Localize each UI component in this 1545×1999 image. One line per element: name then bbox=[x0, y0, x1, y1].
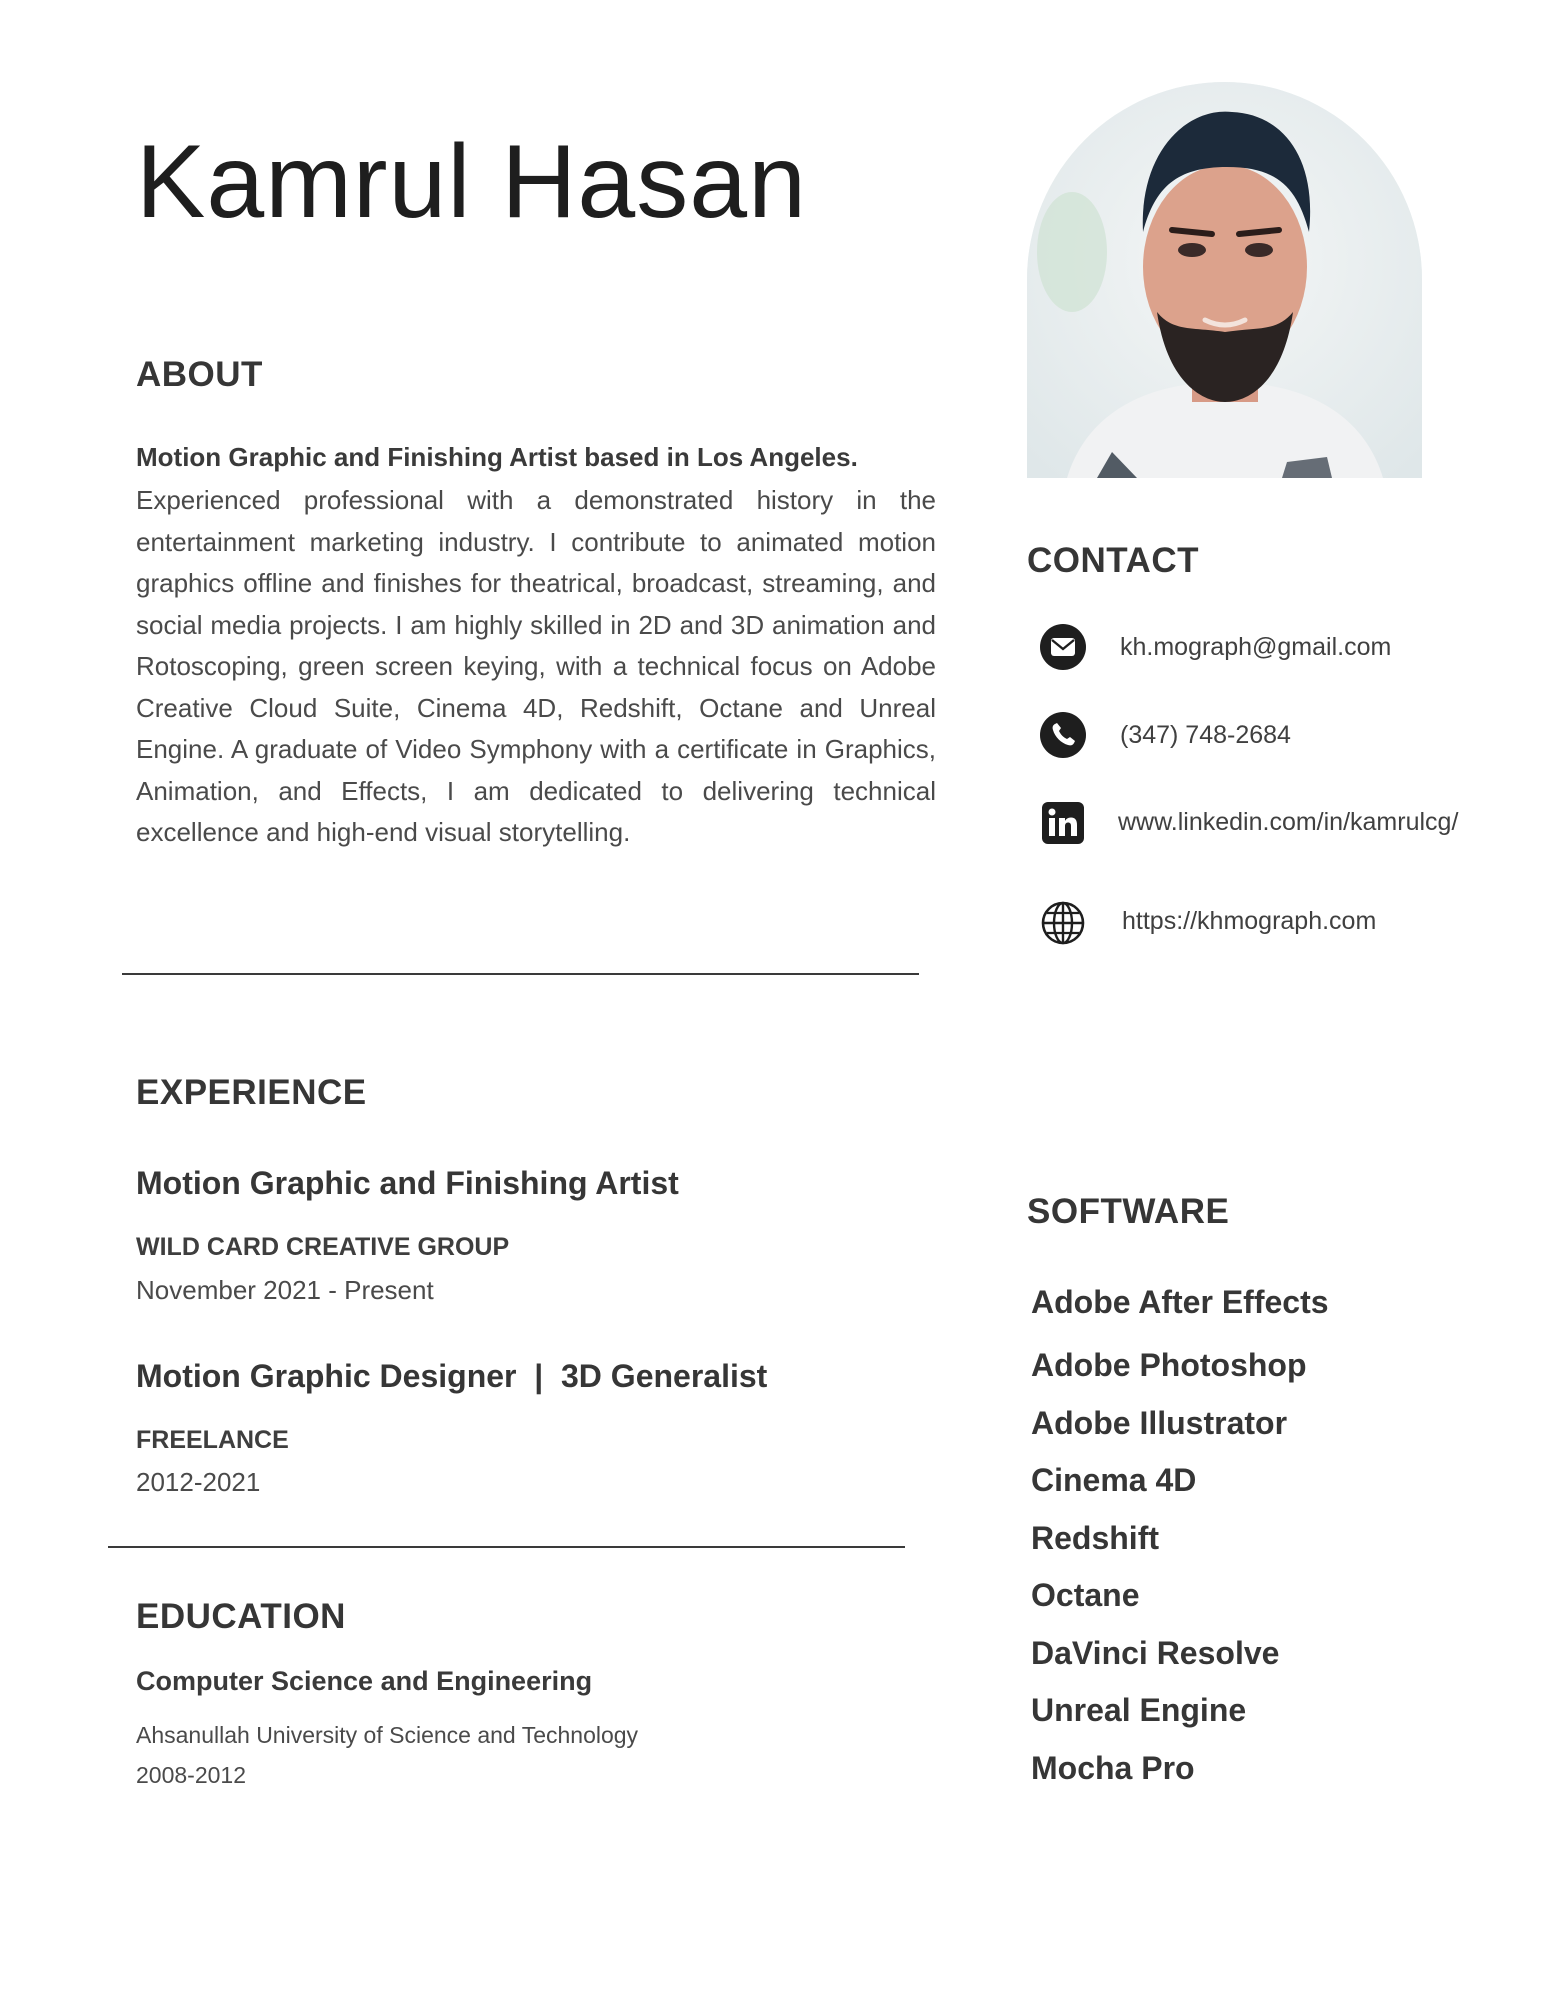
contact-heading: CONTACT bbox=[1027, 541, 1199, 580]
software-list bbox=[1031, 1282, 1329, 1805]
section-divider bbox=[122, 973, 919, 975]
software-item: Octane bbox=[1031, 1577, 1140, 1613]
linkedin-icon bbox=[1040, 800, 1086, 846]
software-item: Unreal Engine bbox=[1031, 1692, 1247, 1728]
about-lead: Motion Graphic and Finishing Artist based in Los Angeles. bbox=[136, 442, 858, 472]
contact-linkedin[interactable]: www.linkedin.com/in/kamrulcg/ bbox=[1118, 808, 1459, 836]
phone-icon bbox=[1040, 712, 1086, 758]
education-heading: EDUCATION bbox=[136, 1597, 346, 1636]
software-heading: SOFTWARE bbox=[1027, 1192, 1230, 1231]
job-company: WILD CARD CREATIVE GROUP bbox=[136, 1233, 510, 1261]
education-years: 2008-2012 bbox=[136, 1762, 246, 1788]
email-icon bbox=[1040, 624, 1086, 670]
about-heading: ABOUT bbox=[136, 355, 263, 394]
globe-icon bbox=[1040, 900, 1086, 946]
resume-name: Kamrul Hasan bbox=[136, 124, 807, 240]
job-dates: 2012-2021 bbox=[136, 1467, 261, 1497]
about-body: Experienced professional with a demonstrated history in the entertainment marketing industry. I contribute to animated motion graphics offline and finishes for theatrical, broadcast, streaming, and social media projects. I am highly skilled in 2D and 3D animation and Rotoscoping, green screen keying, with a technical focus on Adobe Creative Cloud Suite, Cinema 4D, Redshift, Octane and Unreal Engine. A graduate of Video Symphony with a certificate in Graphics, Animation, and Effects, I am dedicated to delivering technical excellence and high-end visual storytelling. bbox=[136, 485, 936, 847]
education-degree: Computer Science and Engineering bbox=[136, 1666, 593, 1696]
software-item: DaVinci Resolve bbox=[1031, 1634, 1280, 1671]
job-title: Motion Graphic Designer | 3D Generalist bbox=[136, 1358, 768, 1394]
contact-email[interactable]: kh.mograph@gmail.com bbox=[1120, 633, 1392, 661]
contact-phone[interactable]: (347) 748-2684 bbox=[1120, 721, 1291, 749]
education-school: Ahsanullah University of Science and Technology bbox=[136, 1722, 639, 1748]
experience-heading: EXPERIENCE bbox=[136, 1073, 367, 1112]
software-item: Mocha Pro bbox=[1031, 1749, 1195, 1786]
profile-photo bbox=[1027, 82, 1422, 478]
section-divider bbox=[108, 1546, 905, 1548]
software-item: Redshift bbox=[1031, 1519, 1159, 1556]
software-item: Cinema 4D bbox=[1031, 1462, 1197, 1498]
software-item: Adobe After Effects bbox=[1031, 1284, 1329, 1320]
software-item: Adobe Photoshop bbox=[1031, 1347, 1307, 1383]
software-item: Adobe Illustrator bbox=[1031, 1404, 1288, 1441]
job-title: Motion Graphic and Finishing Artist bbox=[136, 1165, 679, 1201]
contact-website[interactable]: https://khmograph.com bbox=[1122, 907, 1377, 935]
job-company: FREELANCE bbox=[136, 1426, 289, 1454]
job-dates: November 2021 - Present bbox=[136, 1275, 434, 1305]
